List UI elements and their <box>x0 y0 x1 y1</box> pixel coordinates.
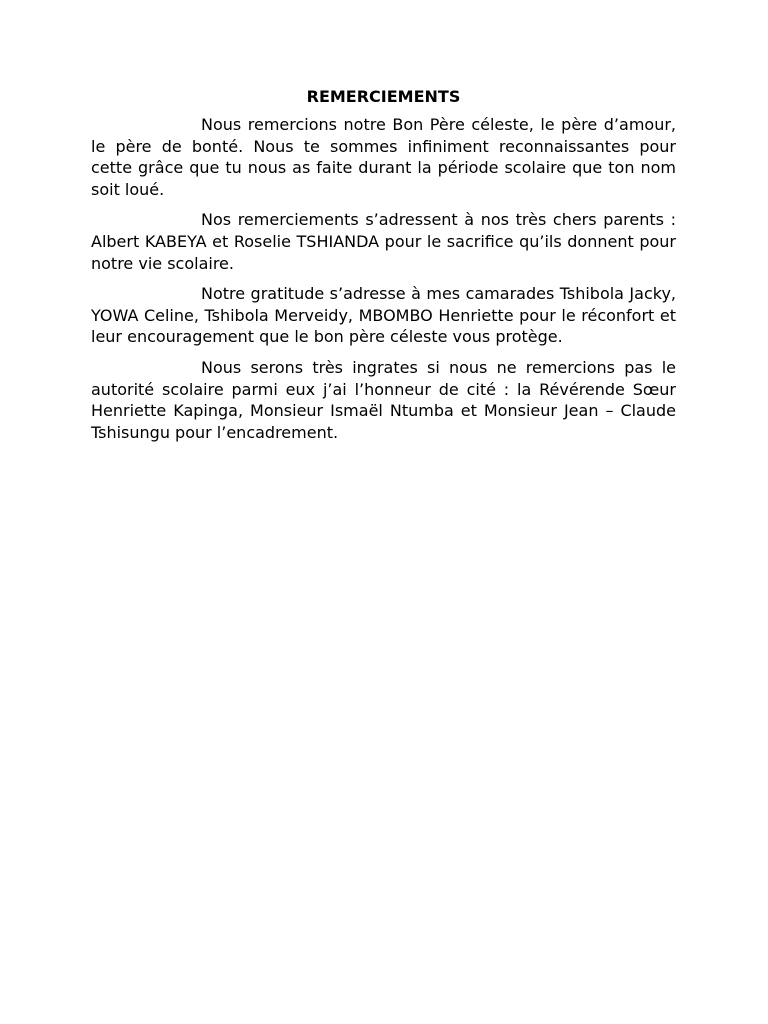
paragraph-thanks-god: Nous remercions notre Bon Père céleste, le père d’amour, le père de bonté. Nous te sommes infiniment reconnaissantes pour cette grâce que tu nous as faite durant la période scolaire que ton nom soit loué. <box>91 115 676 199</box>
paragraph-thanks-school-authorities: Nous serons très ingrates si nous ne remercions pas le autorité scolaire parmi eux j’ai l’honneur de cité : la Révérende Sœur Henriette Kapinga, Monsieur Ismaël Ntumba et Monsieur Jean – Claude Tshisungu pour l’encadrement. <box>91 357 676 442</box>
paragraph-thanks-classmates: Notre gratitude s’adresse à mes camarades Tshibola Jacky, YOWA Celine, Tshibola Merveidy, MBOMBO Henriette pour le réconfort et leur encouragement que le bon père céleste vous protège. <box>91 284 676 347</box>
document-page <box>91 86 676 452</box>
paragraph-thanks-parents: Nos remerciements s’adressent à nos très chers parents : Albert KABEYA et Roselie TSHIANDA pour le sacrifice qu’ils donnent pour notre vie scolaire. <box>91 210 676 273</box>
document-title: REMERCIEMENTS <box>306 87 461 106</box>
